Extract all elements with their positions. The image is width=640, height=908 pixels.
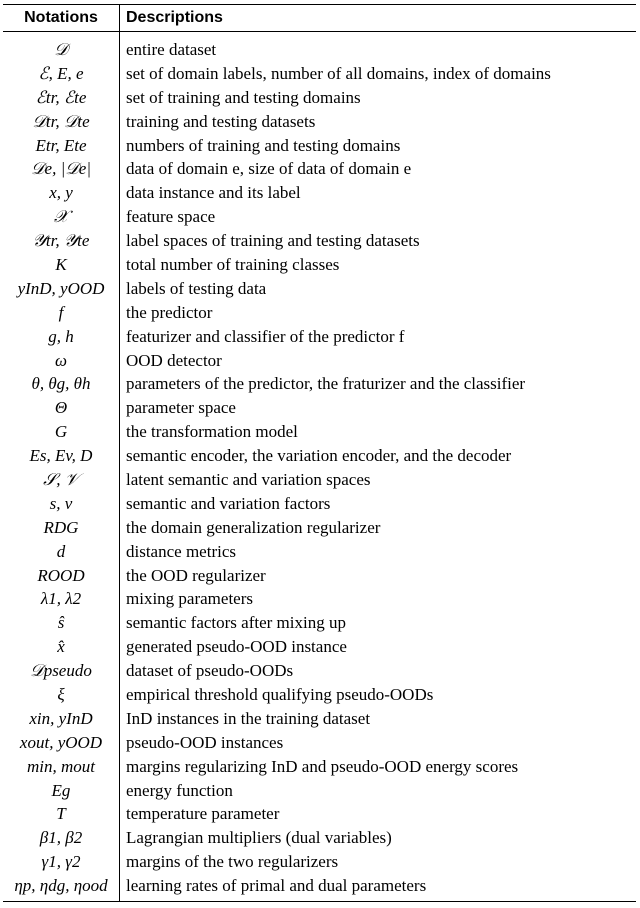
description-cell: OOD detector xyxy=(126,350,222,370)
description-cell: learning rates of primal and dual parameters xyxy=(120,874,637,901)
notation-cell: ℰ, E, e xyxy=(3,62,120,86)
table-row xyxy=(3,755,636,779)
notation-cell: ξ xyxy=(3,683,120,707)
notations-header: Notations xyxy=(3,5,120,32)
description-cell: numbers of training and testing domains xyxy=(126,135,401,155)
notation-cell: Es, Ev, D xyxy=(3,444,120,468)
table-row xyxy=(3,516,636,540)
table-row xyxy=(3,874,636,901)
table-row xyxy=(3,277,636,301)
description-cell: set of training and testing domains xyxy=(126,87,361,107)
notation-cell: d xyxy=(3,540,120,564)
description-cell: temperature parameter xyxy=(126,804,280,824)
description-cell: empirical threshold qualifying pseudo-OODs xyxy=(126,684,434,704)
description-cell: entire dataset xyxy=(126,39,217,59)
description-cell: margins regularizing InD and pseudo-OOD energy scores xyxy=(126,756,519,776)
table-row xyxy=(3,325,636,349)
table-row xyxy=(3,372,636,396)
notation-cell: f xyxy=(3,301,120,325)
description-cell: feature space xyxy=(126,207,216,227)
description-cell: set of domain labels, number of all domains, index of domains xyxy=(126,63,551,83)
description-cell: semantic factors after mixing up xyxy=(126,613,346,633)
table-row xyxy=(3,157,636,181)
notation-cell: β1, β2 xyxy=(3,826,120,850)
table-row xyxy=(3,134,636,158)
notation-cell: Θ xyxy=(3,396,120,420)
table-row xyxy=(3,683,636,707)
notation-cell: γ1, γ2 xyxy=(3,850,120,874)
description-cell: featurizer and classifier of the predictor f xyxy=(126,326,405,346)
description-cell: parameter space xyxy=(126,398,236,418)
description-cell: data instance and its label xyxy=(126,183,301,203)
notation-cell: T xyxy=(3,803,120,827)
notation-cell: λ1, λ2 xyxy=(3,587,120,611)
notation-cell: K xyxy=(3,253,120,277)
description-cell: data of domain e, size of data of domain e xyxy=(126,159,412,179)
notation-table xyxy=(3,4,636,902)
table-row xyxy=(3,492,636,516)
description-cell: dataset of pseudo-OODs xyxy=(126,661,294,681)
description-cell: Lagrangian multipliers (dual variables) xyxy=(126,828,392,848)
notation-cell: xout, yOOD xyxy=(3,731,120,755)
table-row xyxy=(3,301,636,325)
notation-cell: 𝒟pseudo xyxy=(3,659,120,683)
description-cell: the OOD regularizer xyxy=(126,565,266,585)
table-row xyxy=(3,420,636,444)
table-row xyxy=(3,564,636,588)
notation-cell: ŝ xyxy=(3,611,120,635)
notation-cell: ℰtr, ℰte xyxy=(3,86,120,110)
description-cell: semantic and variation factors xyxy=(126,493,331,513)
description-cell: margins of the two regularizers xyxy=(126,852,339,872)
table-row xyxy=(3,181,636,205)
description-cell: mixing parameters xyxy=(126,589,253,609)
description-cell: the predictor xyxy=(126,302,213,322)
description-cell: InD instances in the training dataset xyxy=(126,708,371,728)
description-cell: pseudo-OOD instances xyxy=(126,732,284,752)
notation-cell: 𝒟 xyxy=(3,32,120,62)
description-cell: latent semantic and variation spaces xyxy=(126,469,371,489)
notation-cell: 𝒴tr, 𝒴te xyxy=(3,229,120,253)
description-cell: the transformation model xyxy=(126,422,298,442)
table-row xyxy=(3,396,636,420)
notation-cell: ω xyxy=(3,349,120,373)
notation-cell: 𝒟tr, 𝒟te xyxy=(3,110,120,134)
notation-cell: min, mout xyxy=(3,755,120,779)
notation-cell: θ, θg, θh xyxy=(3,372,120,396)
description-cell: labels of testing data xyxy=(126,278,267,298)
notation-cell: Eg xyxy=(3,779,120,803)
description-cell: total number of training classes xyxy=(126,254,340,274)
notation-cell: 𝒮, 𝒱 xyxy=(3,468,120,492)
table-row xyxy=(3,86,636,110)
description-cell: generated pseudo-OOD instance xyxy=(126,637,347,657)
notation-cell: x, y xyxy=(3,181,120,205)
notation-cell: ηp, ηdg, ηood xyxy=(3,874,120,901)
description-cell: energy function xyxy=(126,780,233,800)
table-row xyxy=(3,468,636,492)
table-row xyxy=(3,110,636,134)
notation-cell: 𝒳 xyxy=(3,205,120,229)
table-row xyxy=(3,253,636,277)
notation-cell: 𝒟e, |𝒟e| xyxy=(3,157,120,181)
description-cell: distance metrics xyxy=(126,541,236,561)
table-row xyxy=(3,205,636,229)
notation-cell: G xyxy=(3,420,120,444)
description-cell: label spaces of training and testing datasets xyxy=(126,231,420,251)
description-cell: semantic encoder, the variation encoder, and the decoder xyxy=(126,446,512,466)
notation-cell: xin, yInD xyxy=(3,707,120,731)
table-row xyxy=(3,611,636,635)
notation-cell: Etr, Ete xyxy=(3,134,120,158)
description-cell: training and testing datasets xyxy=(126,111,316,131)
description-cell: the domain generalization regularizer xyxy=(126,517,381,537)
notation-cell: s, v xyxy=(3,492,120,516)
table-row xyxy=(3,540,636,564)
table-row xyxy=(3,587,636,611)
table-row xyxy=(3,32,636,62)
table-row xyxy=(3,229,636,253)
table-row xyxy=(3,349,636,373)
description-cell: parameters of the predictor, the fraturizer and the classifier xyxy=(126,374,526,394)
table-row xyxy=(3,803,636,827)
notation-cell: g, h xyxy=(3,325,120,349)
descriptions-header: Descriptions xyxy=(120,5,637,32)
table-row xyxy=(3,635,636,659)
table-row xyxy=(3,731,636,755)
table-row xyxy=(3,444,636,468)
notation-cell: RDG xyxy=(3,516,120,540)
table-row xyxy=(3,826,636,850)
table-row xyxy=(3,850,636,874)
table-row xyxy=(3,779,636,803)
notation-cell: x̂ xyxy=(3,635,120,659)
notation-cell: ROOD xyxy=(3,564,120,588)
notation-cell: yInD, yOOD xyxy=(3,277,120,301)
table-row xyxy=(3,62,636,86)
table-row xyxy=(3,659,636,683)
table-row xyxy=(3,707,636,731)
header-row xyxy=(3,5,636,32)
